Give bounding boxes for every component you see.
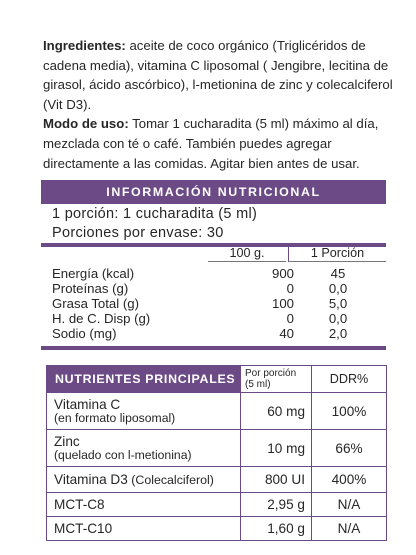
nutrition-row [52, 311, 386, 326]
column-header-ddr: DDR% [312, 366, 387, 393]
nutrient-ddr: N/A [312, 493, 387, 517]
nutrient-name-cell [47, 517, 241, 541]
nutrient-amount: 10 mg [241, 430, 312, 467]
nutrient-name: Vitamina D3 [54, 471, 128, 487]
nutrient-note: (Colecalciferol) [127, 472, 214, 487]
value-portion: 2,0 [328, 326, 348, 341]
value-100g: 0 [286, 311, 294, 326]
nutrient-ddr: 400% [312, 467, 387, 493]
nutrients-header: NUTRIENTES PRINCIPALES [47, 366, 241, 393]
nutrient-amount: 2,95 g [241, 493, 312, 517]
nutrition-header: INFORMACIÓN NUTRICIONAL [41, 180, 386, 204]
nutrient-label: Energía (kcal) [52, 266, 135, 281]
table-row [47, 517, 387, 541]
nutrient-note: (en formato liposomal) [54, 411, 176, 425]
nutrient-ddr: 66% [312, 430, 387, 467]
nutrient-name-cell [47, 393, 241, 430]
value-100g: 100 [271, 296, 294, 311]
nutrient-name-cell [47, 493, 241, 517]
nutrient-name: MCT-C8 [54, 497, 105, 512]
usage-text: Tomar 1 cucharadita (5 ml) máximo al día, mezclada con té o café. También puedes agregar directamente a las comidas. Agitar bien antes de usar. [43, 116, 379, 171]
nutrient-ddr: 100% [312, 393, 387, 430]
value-portion: 45 [330, 266, 346, 281]
value-portion: 5,0 [328, 296, 348, 311]
value-portion: 0,0 [328, 281, 348, 296]
per-portion-line2: (5 ml) [245, 379, 271, 390]
nutrient-label: Proteínas (g) [52, 281, 129, 296]
column-header-per-portion [241, 366, 312, 393]
nutrient-note: (quelado con l-metionina) [54, 448, 192, 462]
portion-size: 1 porción: 1 cucharadita (5 ml) [52, 206, 258, 222]
ingredients-paragraph [43, 36, 403, 173]
nutrient-name-cell [47, 430, 241, 467]
value-100g: 900 [271, 266, 294, 281]
usage-label: Modo de uso: [43, 116, 129, 132]
nutrient-amount: 1,60 g [241, 517, 312, 541]
nutrient-label: Grasa Total (g) [52, 296, 139, 311]
nutrient-label: H. de C. Disp (g) [52, 311, 151, 326]
value-portion: 0,0 [328, 311, 348, 326]
main-nutrients-table [46, 365, 387, 541]
nutrition-row [52, 296, 386, 311]
nutrient-name: Zinc [54, 434, 80, 449]
table-row [47, 493, 387, 517]
table-row [47, 393, 387, 430]
value-100g: 40 [279, 326, 294, 341]
nutrient-label: Sodio (mg) [52, 326, 117, 341]
nutrition-row [52, 281, 386, 296]
nutrient-name-cell [47, 467, 241, 493]
nutrient-name: Vitamina C [54, 397, 121, 412]
nutrition-row [52, 266, 386, 281]
usage-block [43, 114, 403, 173]
column-header-portion: 1 Porción [288, 246, 386, 262]
nutrient-amount: 60 mg [241, 393, 312, 430]
table-row [47, 467, 387, 493]
servings-per-container: Porciones por envase: 30 [52, 225, 224, 241]
ingredients-label: Ingredientes: [43, 38, 126, 53]
per-portion-line1: Por porción [245, 368, 297, 379]
nutrient-name: MCT-C10 [54, 521, 113, 536]
nutrition-bottom-divider [41, 346, 386, 350]
ingredients-text: aceite de coco orgánico (Triglicéridos de cadena media), vitamina C liposomal ( Jengibre, lecitina de girasol, ácido ascórbico), l-metionina de zinc y colecalciferol (Vit D3). [43, 38, 393, 112]
nutrition-row [52, 326, 386, 341]
value-100g: 0 [286, 281, 294, 296]
nutrient-amount: 800 UI [241, 467, 312, 493]
table-row [47, 430, 387, 467]
column-header-100g: 100 g. [208, 246, 286, 262]
ingredients-block [43, 36, 403, 114]
nutrients-header-row [47, 366, 387, 393]
nutrient-ddr: N/A [312, 517, 387, 541]
